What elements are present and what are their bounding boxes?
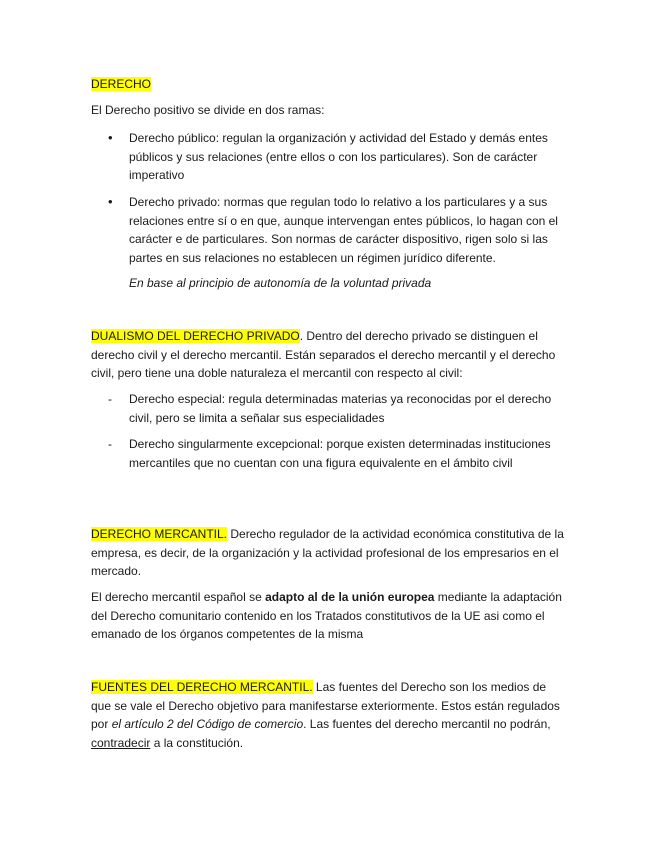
heading-dualismo: DUALISMO DEL DERECHO PRIVADO — [91, 329, 300, 343]
item-text: Derecho singularmente excepcional: porque existen determinadas instituciones mercantiles que no cuentan con una figura equivalente en el ámbito civil — [129, 437, 551, 470]
list-item — [91, 129, 566, 185]
heading-derecho: DERECHO — [91, 77, 152, 91]
derecho-intro: El Derecho positivo se divide en dos ramas: — [91, 103, 325, 117]
derecho-note: En base al principio de autonomía de la voluntad privada — [129, 276, 432, 290]
dash-marker: - — [108, 437, 112, 451]
dualismo-paragraph: DUALISMO DEL DERECHO PRIVADO. Dentro del derecho privado se distinguen el derecho civil y el derecho mercantil. Están separados el derecho mercantil y el derecho civil, pero tiene una doble naturaleza el mercantil con respecto al civil: — [91, 329, 556, 380]
bullet-marker: • — [108, 130, 113, 145]
bullet-marker: • — [108, 194, 113, 209]
bullet-text: Derecho público: regulan la organización y actividad del Estado y demás entes públicos y sus relaciones (entre ellos o con los particulares). Son de carácter imperativo — [129, 131, 548, 182]
fuentes-paragraph: FUENTES DEL DERECHO MERCANTIL. Las fuentes del Derecho son los medios de que se vale el Derecho objetivo para manifestarse exteriormente. Estos están regulados por el artículo 2 del Código de comercio. Las fuentes del derecho mercantil no podrán, contradecir a la constitución. — [91, 680, 560, 750]
list-item — [91, 390, 566, 427]
item-text: Derecho especial: regula determinadas materias ya reconocidas por el derecho civil, pero se limita a señalar sus especialidades — [129, 392, 552, 425]
heading-mercantil: DERECHO MERCANTIL. — [91, 527, 228, 541]
heading-fuentes: FUENTES DEL DERECHO MERCANTIL. — [91, 680, 313, 694]
dash-marker: - — [108, 392, 112, 406]
bullet-text: Derecho privado: normas que regulan todo lo relativo a los particulares y a sus relaciones entre sí o en que, aunque intervengan entes públicos, lo hagan con el carácter e de particulares. Son normas de carácter dispositivo, rigen solo si las partes en sus relaciones no establecen un régimen jurídico diferente. — [129, 195, 558, 265]
list-item — [91, 193, 566, 267]
list-item — [91, 435, 566, 472]
mercantil-paragraph-2: El derecho mercantil español se adapto al de la unión europea mediante la adaptación del Derecho comunitario contenido en los Tratados constitutivos de la UE asi como el emanado de los órganos competentes de la misma — [91, 590, 562, 641]
mercantil-paragraph: DERECHO MERCANTIL. Derecho regulador de la actividad económica constitutiva de la empresa, es decir, de la organización y la actividad profesional de los empresarios en el mercado. — [91, 527, 564, 578]
